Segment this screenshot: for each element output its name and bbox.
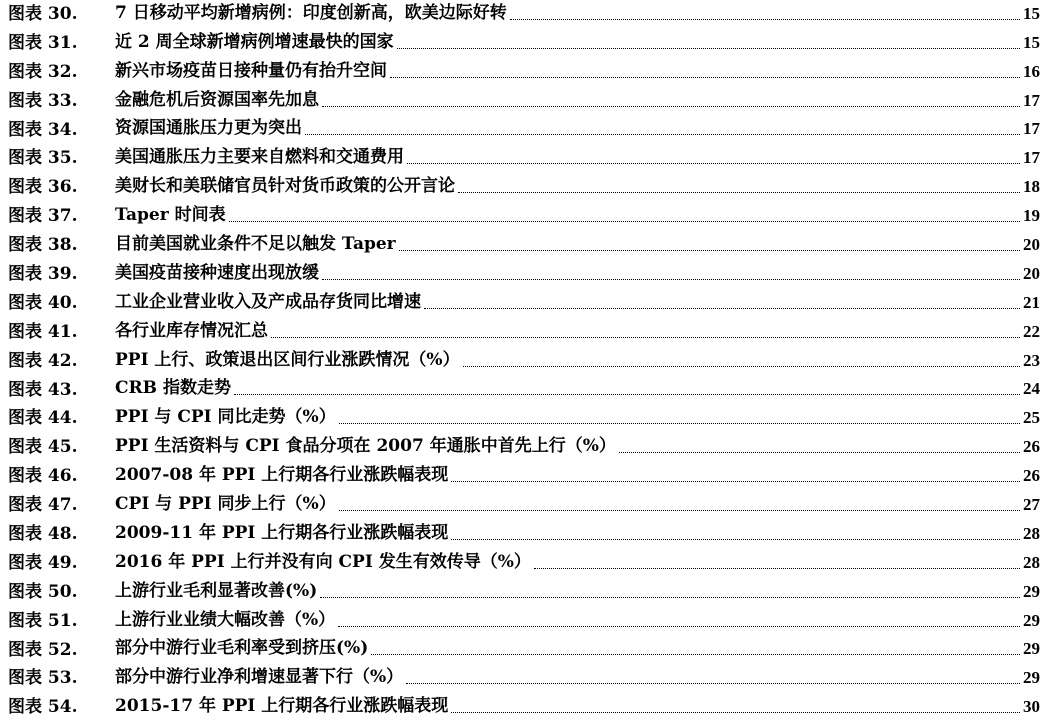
figure-label: 图表 48. <box>8 523 78 544</box>
toc-line <box>115 636 1040 665</box>
toc-line <box>115 0 1040 29</box>
figure-title: 美财长和美联储官员针对货币政策的公开言论 <box>115 176 455 197</box>
toc-line <box>115 520 1040 549</box>
figure-title: 7 日移动平均新增病例：印度创新高，欧美边际好转 <box>115 2 507 23</box>
figure-title: 金融危机后资源国率先加息 <box>115 89 319 110</box>
dot-leader <box>397 48 1020 49</box>
figure-title: Taper 时间表 <box>115 205 226 226</box>
toc-entry-50[interactable] <box>0 578 1048 607</box>
toc-line <box>115 549 1040 578</box>
dot-leader <box>338 626 1020 627</box>
page-number: 21 <box>1023 292 1040 312</box>
toc-line <box>115 376 1040 405</box>
figure-title: 新兴市场疫苗日接种量仍有抬升空间 <box>115 60 387 81</box>
figure-title: PPI 上行、政策退出区间行业涨跌情况（%） <box>115 349 460 370</box>
figure-label: 图表 41. <box>8 321 78 342</box>
toc-entry-48[interactable] <box>0 520 1048 549</box>
figure-title: 各行业库存情况汇总 <box>115 320 268 341</box>
toc-entry-37[interactable] <box>0 202 1048 231</box>
figure-title: 上游行业毛利显著改善(%) <box>115 580 318 601</box>
figure-label: 图表 52. <box>8 639 78 660</box>
page-number: 16 <box>1023 61 1040 81</box>
figure-label: 图表 54. <box>8 697 78 718</box>
figure-label: 图表 45. <box>8 437 78 458</box>
dot-leader <box>322 106 1020 107</box>
toc-entry-33[interactable] <box>0 87 1048 116</box>
toc-entry-44[interactable] <box>0 404 1048 433</box>
toc-entry-52[interactable] <box>0 636 1048 665</box>
figure-title: 部分中游行业毛利率受到挤压(%) <box>115 638 369 659</box>
dot-leader <box>390 77 1020 78</box>
toc-entry-51[interactable] <box>0 607 1048 636</box>
toc-entry-38[interactable] <box>0 231 1048 260</box>
page-number: 23 <box>1023 350 1040 370</box>
figure-label: 图表 47. <box>8 495 78 516</box>
toc-line <box>115 289 1040 318</box>
figure-label: 图表 31. <box>8 32 78 53</box>
page-number: 20 <box>1023 235 1040 255</box>
toc-line <box>115 664 1040 693</box>
figure-title: 2007-08 年 PPI 上行期各行业涨跌幅表现 <box>115 465 449 486</box>
figure-title: 资源国通胀压力更为突出 <box>115 118 302 139</box>
toc-line <box>115 87 1040 116</box>
figure-label: 图表 36. <box>8 177 78 198</box>
toc-line <box>115 491 1040 520</box>
dot-leader <box>339 423 1020 424</box>
toc-entry-43[interactable] <box>0 376 1048 405</box>
toc-entry-53[interactable] <box>0 664 1048 693</box>
page-number: 22 <box>1023 321 1040 341</box>
toc-line <box>115 607 1040 636</box>
figure-label: 图表 46. <box>8 466 78 487</box>
toc-entry-49[interactable] <box>0 549 1048 578</box>
dot-leader <box>271 337 1020 338</box>
figure-label: 图表 50. <box>8 581 78 602</box>
toc-entry-31[interactable] <box>0 29 1048 58</box>
toc-line <box>115 231 1040 260</box>
dot-leader <box>619 452 1020 453</box>
dot-leader <box>229 221 1020 222</box>
figure-label: 图表 40. <box>8 292 78 313</box>
figure-label: 图表 51. <box>8 610 78 631</box>
page-number: 29 <box>1023 610 1040 630</box>
figure-title: 近 2 周全球新增病例增速最快的国家 <box>115 31 394 52</box>
dot-leader <box>320 597 1020 598</box>
toc-entry-54[interactable] <box>0 693 1048 722</box>
dot-leader <box>322 279 1020 280</box>
figure-title: 美国疫苗接种速度出现放缓 <box>115 262 319 283</box>
toc-line <box>115 318 1040 347</box>
figure-title: 目前美国就业条件不足以触发 Taper <box>115 234 396 255</box>
dot-leader <box>339 510 1020 511</box>
page-number: 25 <box>1023 408 1040 428</box>
figure-label: 图表 49. <box>8 552 78 573</box>
toc-entry-39[interactable] <box>0 260 1048 289</box>
toc-entry-47[interactable] <box>0 491 1048 520</box>
figure-label: 图表 30. <box>8 3 78 24</box>
toc-line <box>115 693 1040 722</box>
dot-leader <box>451 712 1020 713</box>
figure-label: 图表 35. <box>8 148 78 169</box>
figure-label: 图表 32. <box>8 61 78 82</box>
figure-title: PPI 生活资料与 CPI 食品分项在 2007 年通胀中首先上行（%） <box>115 436 616 457</box>
page-number: 29 <box>1023 581 1040 601</box>
page-number: 30 <box>1023 697 1040 717</box>
figure-label: 图表 34. <box>8 119 78 140</box>
figure-label: 图表 33. <box>8 90 78 111</box>
page-number: 29 <box>1023 668 1040 688</box>
page-number: 27 <box>1023 495 1040 515</box>
dot-leader <box>510 19 1020 20</box>
dot-leader <box>451 481 1020 482</box>
page-number: 17 <box>1023 119 1040 139</box>
figure-title: 2015-17 年 PPI 上行期各行业涨跌幅表现 <box>115 696 449 717</box>
toc-entry-41[interactable] <box>0 318 1048 347</box>
toc-line <box>115 404 1040 433</box>
figure-title: 上游行业业绩大幅改善（%） <box>115 609 336 630</box>
toc-line <box>115 173 1040 202</box>
page-number: 17 <box>1023 90 1040 110</box>
figure-label: 图表 38. <box>8 235 78 256</box>
figure-title: CPI 与 PPI 同步上行（%） <box>115 494 336 515</box>
dot-leader <box>406 683 1020 684</box>
dot-leader <box>424 308 1020 309</box>
toc-entry-40[interactable] <box>0 289 1048 318</box>
dot-leader <box>407 163 1020 164</box>
dot-leader <box>399 250 1020 251</box>
toc-entry-30[interactable] <box>0 0 1048 29</box>
toc-line <box>115 260 1040 289</box>
figure-label: 图表 42. <box>8 350 78 371</box>
toc-line <box>115 144 1040 173</box>
page-number: 19 <box>1023 206 1040 226</box>
page-number: 18 <box>1023 177 1040 197</box>
figure-title: 工业企业营业收入及产成品存货同比增速 <box>115 291 421 312</box>
figure-label: 图表 37. <box>8 206 78 227</box>
toc-line <box>115 29 1040 58</box>
dot-leader <box>451 539 1020 540</box>
figure-title: CRB 指数走势 <box>115 378 231 399</box>
figure-label: 图表 43. <box>8 379 78 400</box>
page-number: 20 <box>1023 263 1040 283</box>
page-number: 15 <box>1023 3 1040 23</box>
toc-line <box>115 58 1040 87</box>
figure-title: 美国通胀压力主要来自燃料和交通费用 <box>115 147 404 168</box>
page-number: 28 <box>1023 523 1040 543</box>
page-number: 29 <box>1023 639 1040 659</box>
toc-entry-32[interactable] <box>0 58 1048 87</box>
dot-leader <box>463 366 1020 367</box>
toc-line <box>115 578 1040 607</box>
page-number: 28 <box>1023 552 1040 572</box>
dot-leader <box>371 654 1020 655</box>
figure-label: 图表 44. <box>8 408 78 429</box>
dot-leader <box>234 394 1020 395</box>
page-number: 26 <box>1023 466 1040 486</box>
page-number: 24 <box>1023 379 1040 399</box>
toc-entry-35[interactable] <box>0 144 1048 173</box>
figure-title: 部分中游行业净利增速显著下行（%） <box>115 667 404 688</box>
toc-line <box>115 202 1040 231</box>
toc-entry-36[interactable] <box>0 173 1048 202</box>
toc-entry-42[interactable] <box>0 347 1048 376</box>
toc-line <box>115 347 1040 376</box>
dot-leader <box>534 568 1020 569</box>
figure-title: 2009-11 年 PPI 上行期各行业涨跌幅表现 <box>115 522 449 543</box>
toc-line <box>115 433 1040 462</box>
figure-label: 图表 53. <box>8 668 78 689</box>
page-number: 17 <box>1023 148 1040 168</box>
dot-leader <box>458 192 1020 193</box>
toc-line <box>115 462 1040 491</box>
toc-line <box>115 116 1040 145</box>
figure-label: 图表 39. <box>8 263 78 284</box>
toc-entry-45[interactable] <box>0 433 1048 462</box>
figure-title: 2016 年 PPI 上行并没有向 CPI 发生有效传导（%） <box>115 551 531 572</box>
toc-entry-46[interactable] <box>0 462 1048 491</box>
toc-entry-34[interactable] <box>0 116 1048 145</box>
page-number: 26 <box>1023 437 1040 457</box>
dot-leader <box>305 134 1020 135</box>
figure-title: PPI 与 CPI 同比走势（%） <box>115 407 336 428</box>
page-number: 15 <box>1023 32 1040 52</box>
